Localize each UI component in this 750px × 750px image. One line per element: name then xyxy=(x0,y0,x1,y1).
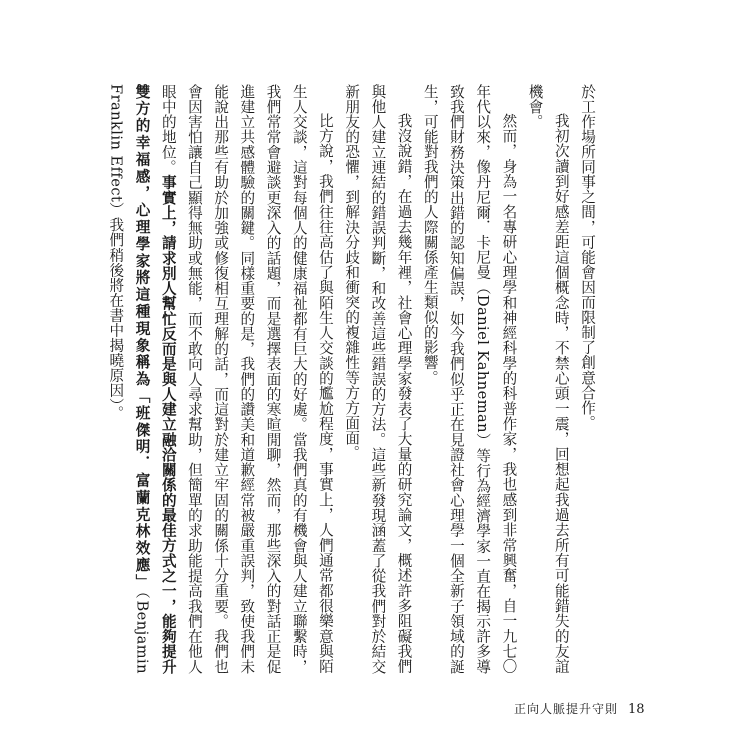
text-run: 然而，身為一名專研心理學和神經科學的科普作家，我也感到非常興奮，自一九七〇年代以來，像丹尼爾．卡尼曼（Daniel Kahneman）等行為經濟學家一直在揭示許多導致我們財務決策出錯的認知偏誤，如今我們似乎正在見證社會心理學一個全新子領域的誕生，可能對我們的人際關係產生類似的影響。 xyxy=(421,84,518,674)
paragraph xyxy=(338,84,417,674)
page-footer xyxy=(514,700,645,717)
page-number: 18 xyxy=(628,702,645,717)
paragraph xyxy=(102,84,338,674)
running-title: 正向人脈提升守則 xyxy=(514,702,619,716)
text-run: 比方說，我們往往高估了與陌生人交談的尷尬程度，事實上，人們通常都很樂意與陌生人交談，這對每個人的健康福祉都有巨大的好處。當我們真的有機會與人建立聯繫時，我們常常會避談更深入的話題，而是選擇表面的寒暄閒聊，然而，那些深入的對話正是促進建立共感體驗的關鍵。同樣重要的是，我們的讚美和道歉經常被嚴重誤判，致使我們未能說出那些有助於加強或修復相互理解的話，而這對於建立牢固的關係十分重要。我們也會因害怕讓自己顯得無助或無能，而不敢向人尋求幫助，但簡單的求助能提高我們在他人眼中的地位。 xyxy=(159,84,334,674)
text-run: 於工作場所同事之間，可能會因而限制了創意合作。 xyxy=(579,84,596,431)
bold-text-run: 事實上，請求別人幫忙反而是與人建立融洽關係的最佳方式之一，能夠提升雙方的幸福感，心理學家將這種現象稱為「班傑明．富蘭克林效應」 xyxy=(133,84,177,674)
paragraph xyxy=(521,84,573,674)
paragraph xyxy=(574,84,600,674)
body-text xyxy=(107,84,600,674)
paragraph xyxy=(417,84,522,674)
text-run: 我沒說錯，在過去幾年裡，社會心理學家發表了大量的研究論文，概述許多阻礙我們與他人建立連結的錯誤判斷，和改善這些錯誤的方法。這些新發現涵蓋了從我們對於結交新朋友的恐懼，到解決分歧和衝突的複雜性等方方面面。 xyxy=(343,84,413,674)
text-run: 我初次讀到好感差距這個概念時，不禁心頭一震，回想起我過去所有可能錯失的友誼機會。 xyxy=(526,84,570,674)
text-run: （Benjamin Franklin Effect）我們稍後將在書中揭曉原因）。 xyxy=(107,84,151,674)
